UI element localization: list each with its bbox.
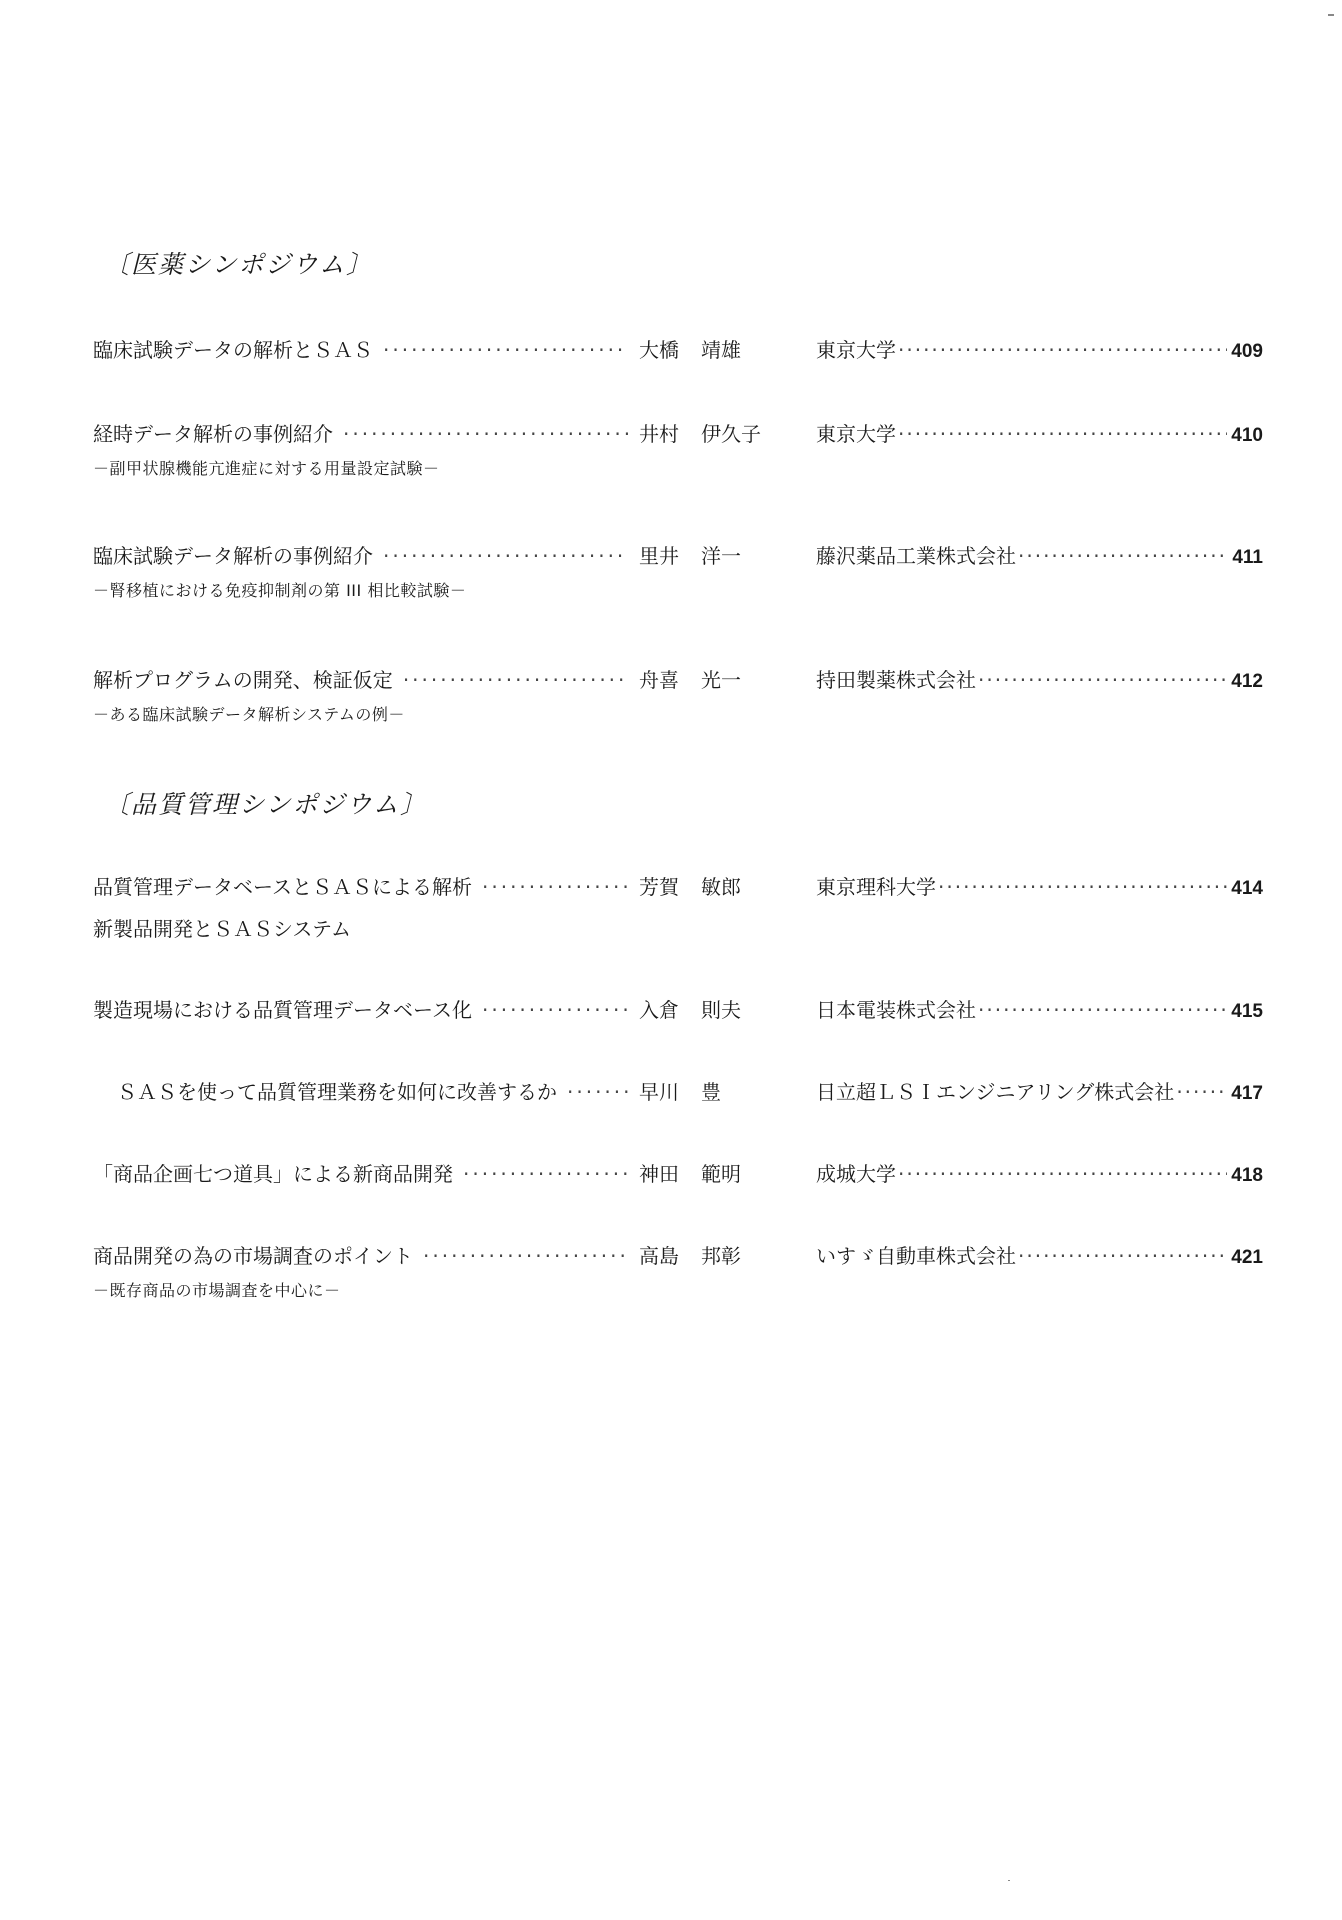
entry-affiliation: 東京理科大学 ····· 414 xyxy=(816,871,1263,900)
entry-title: 臨床試験データ解析の事例紹介 ····· xyxy=(93,540,628,569)
toc-entry[interactable] xyxy=(93,994,1263,1034)
page-number: 417 xyxy=(1231,1083,1263,1104)
entry-subtitle: －既存商品の市場調査を中心に－ xyxy=(93,1281,341,1300)
entry-subtitle: －副甲状腺機能亢進症に対する用量設定試験－ xyxy=(93,459,440,478)
leader-dots xyxy=(463,1162,628,1186)
leader-dots xyxy=(383,544,628,568)
toc-entry[interactable] xyxy=(93,1158,1263,1198)
entry-affiliation: 藤沢薬品工業株式会社 ····· 411 xyxy=(816,540,1263,569)
section-heading-quality: 〔品質管理シンポジウム〕 xyxy=(104,790,428,819)
toc-entry[interactable] xyxy=(93,664,1263,728)
entry-author: 入倉 則夫 xyxy=(639,998,741,1022)
leader-dots xyxy=(1018,544,1228,568)
entry-title: 経時データ解析の事例紹介 ····· xyxy=(93,418,628,447)
toc-entry[interactable] xyxy=(93,871,1263,941)
scan-artifact xyxy=(1008,1880,1010,1881)
page-number: 410 xyxy=(1231,425,1263,446)
leader-dots xyxy=(383,338,628,362)
entry-title: 解析プログラムの開発、検証仮定 ····· xyxy=(93,664,628,693)
leader-dots xyxy=(938,875,1227,899)
toc-entry[interactable] xyxy=(93,1240,1263,1304)
section-heading-medical: 〔医薬シンポジウム〕 xyxy=(104,250,374,279)
toc-entry[interactable] xyxy=(93,1076,1263,1116)
entry-affiliation: 日本電装株式会社 ····· 415 xyxy=(816,994,1263,1023)
leader-dots xyxy=(978,998,1227,1022)
page-number: 421 xyxy=(1231,1247,1263,1268)
toc-entry[interactable] xyxy=(93,418,1263,482)
entry-author: 里井 洋一 xyxy=(639,544,741,568)
toc-entry[interactable] xyxy=(93,540,1263,604)
entry-title-second-line: 新製品開発とＳＡＳシステム xyxy=(93,917,351,941)
entry-title: 臨床試験データの解析とＳＡＳ ····· xyxy=(93,334,628,363)
entry-affiliation: 東京大学 ····· 410 xyxy=(816,418,1263,447)
leader-dots xyxy=(403,668,628,692)
toc-entry[interactable] xyxy=(93,334,1263,374)
leader-dots xyxy=(567,1080,628,1104)
entry-title: 商品開発の為の市場調査のポイント ····· xyxy=(93,1240,628,1269)
page-number: 414 xyxy=(1231,878,1263,899)
entry-author: 早川 豊 xyxy=(639,1080,721,1104)
entry-affiliation: 日立超ＬＳＩエンジニアリング株式会社 ····· 417 xyxy=(816,1076,1263,1105)
entry-title: 品質管理データベースとＳＡＳによる解析 ····· xyxy=(93,871,628,900)
entry-author: 芳賀 敏郎 xyxy=(639,875,741,899)
entry-affiliation: 東京大学 ····· 409 xyxy=(816,334,1263,363)
entry-author: 高島 邦彰 xyxy=(639,1244,741,1268)
leader-dots xyxy=(423,1244,628,1268)
page-number: 411 xyxy=(1232,547,1263,568)
scan-artifact xyxy=(1328,14,1334,16)
leader-dots xyxy=(898,338,1227,362)
page-number: 415 xyxy=(1231,1001,1263,1022)
leader-dots xyxy=(1176,1080,1227,1104)
entry-affiliation: いすゞ自動車株式会社 ····· 421 xyxy=(816,1240,1263,1269)
entry-author: 井村 伊久子 xyxy=(639,422,761,446)
leader-dots xyxy=(898,422,1227,446)
entry-author: 大橋 靖雄 xyxy=(639,338,741,362)
leader-dots xyxy=(898,1162,1227,1186)
leader-dots xyxy=(1018,1244,1227,1268)
entry-affiliation: 成城大学 ····· 418 xyxy=(816,1158,1263,1187)
entry-affiliation: 持田製薬株式会社 ····· 412 xyxy=(816,664,1263,693)
entry-subtitle: －ある臨床試験データ解析システムの例－ xyxy=(93,705,405,724)
page-number: 409 xyxy=(1231,341,1263,362)
entry-title: 製造現場における品質管理データベース化 ····· xyxy=(93,994,628,1023)
entry-author: 舟喜 光一 xyxy=(639,668,741,692)
page-number: 418 xyxy=(1231,1165,1263,1186)
leader-dots xyxy=(482,998,628,1022)
leader-dots xyxy=(978,668,1227,692)
entry-author: 神田 範明 xyxy=(639,1162,741,1186)
entry-title: 「商品企画七つ道具」による新商品開発 ····· xyxy=(93,1158,628,1187)
leader-dots xyxy=(482,875,628,899)
entry-subtitle: －腎移植における免疫抑制剤の第 III 相比較試験－ xyxy=(93,581,467,600)
entry-title: ＳＡＳを使って品質管理業務を如何に改善するか ····· xyxy=(93,1076,628,1105)
leader-dots xyxy=(343,422,628,446)
page-number: 412 xyxy=(1231,671,1263,692)
